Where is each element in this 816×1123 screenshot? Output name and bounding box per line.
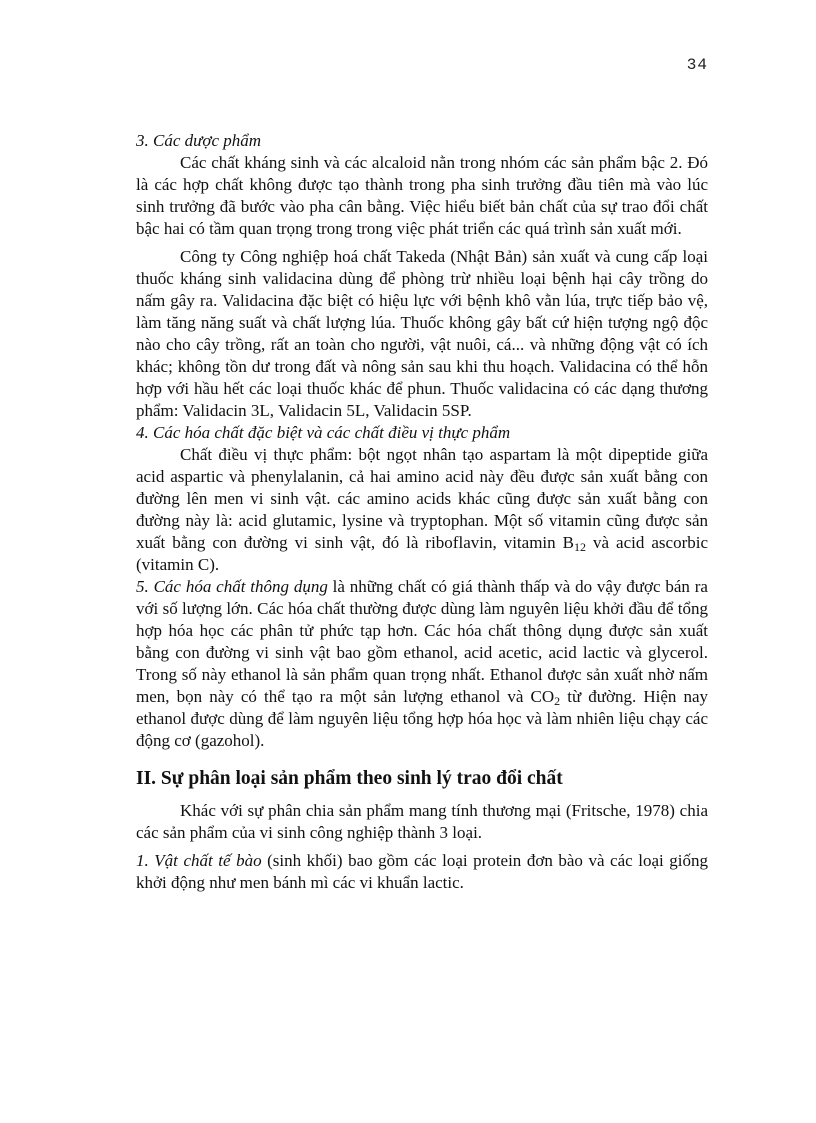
item-heading-cell-material: 1. Vật chất tế bào	[136, 851, 262, 870]
commodity-chemicals-text-b: từ đường. Hiện nay ethanol được dùng để làm nguyên liệu tổng hợp hóa học và làm nhiên liệu chạy các động cơ (gazohol).	[136, 687, 708, 750]
page-number: 34	[686, 56, 708, 74]
paragraph-commodity-chemicals	[136, 576, 708, 752]
paragraph-pharmaceuticals-1: Các chất kháng sinh và các alcaloid nằn trong nhóm các sản phẩm bậc 2. Đó là các hợp chất không được tạo thành trong pha sinh trưởng đầu tiên mà vào lúc sinh trưởng đã bước vào pha cân bằng. Việc hiểu biết bản chất của sự trao đổi chất bậc hai có tầm quan trọng trong trong việc phát triển các quá trình sản xuất mới.	[136, 153, 708, 238]
paragraph-special-chemicals	[136, 444, 708, 576]
special-chemicals-text-end: và acid ascorbic (vitamin C).	[136, 533, 708, 574]
subsection-heading-pharmaceuticals: 3. Các dược phẩm	[136, 131, 262, 150]
co2-subscript: 2	[554, 694, 561, 708]
subsection-heading-commodity-chemicals: 5. Các hóa chất thông dụng	[136, 577, 328, 596]
vitamin-subscript: 12	[574, 540, 586, 554]
subsection-heading-special-chemicals: 4. Các hóa chất đặc biệt và các chất điều vị thực phẩm	[136, 423, 511, 442]
commodity-chemicals-text-a: là những chất có giá thành thấp và do vậy được bán ra với số lượng lớn. Các hóa chất thường được dùng làm nguyên liệu khởi đầu để tổng hợp hóa học các phân tử phức tạp hơn. Các hóa chất thông dụng được sản xuất bằng con đường vi sinh vật bao gồm ethanol, acid acetic, acid lactic và glycerol. Trong số này ethanol là sản phẩm quan trọng nhất. Ethanol được sản xuất nhờ nấm men, bọn này có thể tạo ra một sản lượng ethanol và CO	[136, 577, 708, 706]
paragraph-classification-intro: Khác với sự phân chia sản phẩm mang tính thương mại (Fritsche, 1978) chia các sản phẩm của vi sinh công nghiệp thành 3 loại.	[136, 801, 708, 842]
special-chemicals-text: Chất điều vị thực phẩm: bột ngọt nhân tạo aspartam là một dipeptide giữa acid aspartic và phenylalanin, cả hai amino acid này đều được sản xuất bằng con đường lên men vi sinh vật. các amino acids khác cũng được sản xuất bằng con đường này là: acid glutamic, lysine và tryptophan. Một số vitamin cũng được sản xuất bằng con đường vi sinh vật, đó là riboflavin, vitamin B	[136, 445, 708, 552]
cell-material-text: (sinh khối) bao gồm các loại protein đơn bào và các loại giống khởi động như men bánh mì các vi khuẩn lactic.	[136, 851, 708, 892]
page-content	[136, 130, 708, 894]
paragraph-cell-material	[136, 850, 708, 894]
section-heading-classification: II. Sự phân loại sản phẩm theo sinh lý trao đổi chất	[136, 768, 563, 789]
paragraph-pharmaceuticals-2: Công ty Công nghiệp hoá chất Takeda (Nhật Bản) sản xuất và cung cấp loại thuốc kháng sinh validacina dùng để phòng trừ nhiều loại bệnh hại cây trồng do nấm gây ra. Validacina đặc biệt có hiệu lực với bệnh khô vằn lúa, trực tiếp bảo vệ, làm tăng năng suất và chất lượng lúa. Thuốc không gây bất cứ hiện tượng ngộ độc nào cho cây trồng, rất an toàn cho người, vật nuôi, cá... và những động vật có ích khác; không tồn dư trong đất và nông sản sau khi thu hoạch. Validacina có thể hỗn hợp với hầu hết các loại thuốc khác để phun. Thuốc validacina có các dạng thương phẩm: Validacin 3L, Validacin 5L, Validacin 5SP.	[136, 247, 708, 420]
